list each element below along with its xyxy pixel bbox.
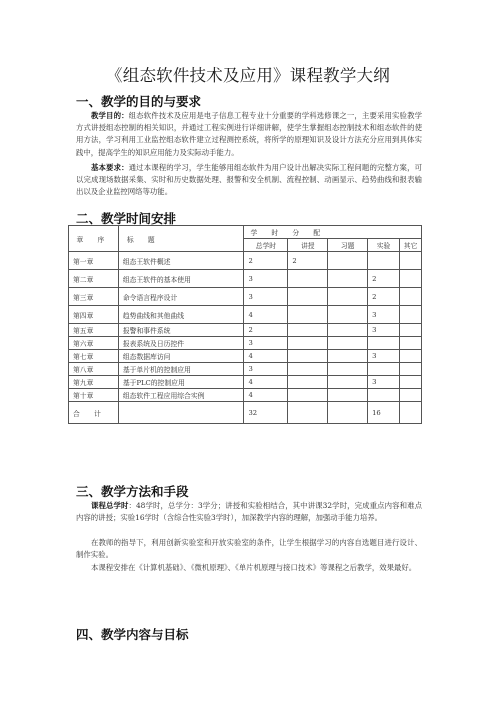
table-cell	[288, 288, 328, 306]
table-cell: 组态数据库访问	[118, 350, 244, 363]
table-cell	[328, 363, 368, 376]
section-heading-goals: 一、教学的目的与要求	[76, 94, 202, 109]
header-lab: 实验	[368, 239, 400, 252]
table-cell: 第四章	[69, 306, 119, 324]
header-total: 总学时	[244, 239, 288, 252]
table-cell	[328, 306, 368, 324]
goal-label: 教学目的：	[91, 111, 129, 120]
table-cell	[368, 252, 400, 270]
table-cell: 第九章	[69, 376, 119, 389]
table-cell: 2	[244, 324, 288, 337]
table-cell	[328, 376, 368, 389]
table-cell: 命令语言程序设计	[118, 288, 244, 306]
table-total-row	[69, 402, 422, 424]
table-cell: 基于单片机的控制应用	[118, 363, 244, 376]
table-row	[69, 306, 422, 324]
header-lecture: 讲授	[288, 239, 328, 252]
table-cell	[288, 306, 328, 324]
header-hours-group: 学 时 分 配	[244, 226, 422, 239]
header-exercise: 习题	[328, 239, 368, 252]
table-cell	[400, 337, 422, 350]
table-cell: 3	[368, 324, 400, 337]
table-cell	[328, 389, 368, 402]
table-cell: 2	[288, 252, 328, 270]
table-cell: 第一章	[69, 252, 119, 270]
table-cell: 4	[244, 389, 288, 402]
table-cell	[288, 324, 328, 337]
table-cell: 4	[244, 306, 288, 324]
table-cell: 4	[244, 350, 288, 363]
table-cell	[400, 376, 422, 389]
table-cell	[368, 389, 400, 402]
table-cell: 第六章	[69, 337, 119, 350]
table-cell	[288, 337, 328, 350]
table-cell	[328, 350, 368, 363]
requirement-paragraph	[76, 162, 422, 199]
table-row	[69, 270, 422, 288]
section-heading-methods: 三、教学方法和手段	[76, 484, 189, 499]
table-cell: 第五章	[69, 324, 119, 337]
section-heading-content: 四、教学内容与目标	[76, 627, 189, 642]
table-cell	[400, 363, 422, 376]
table-cell	[288, 363, 328, 376]
table-cell	[288, 270, 328, 288]
table-cell: 第二章	[69, 270, 119, 288]
total-label: 合 计	[69, 402, 119, 424]
table-row	[69, 288, 422, 306]
goal-text: 组态软件技术及应用是电子信息工程专业十分重要的学科选修课之一，主要采用实验教学方式讲授组态控制的相关知识，并通过工程实例进行详细讲解，使学生掌握组态控制技术和组态软件的使用方法，学习利用工业监控组态软件建立过程测控系统，将所学的原理知识及设计方法充分应用到具体实践中，提高学生的知识应用能力及实际动手能力。	[76, 111, 422, 157]
table-cell	[328, 288, 368, 306]
table-cell: 基于PLC的控制应用	[118, 376, 244, 389]
hours-paragraph	[76, 500, 422, 524]
table-cell: 第十章	[69, 389, 119, 402]
table-cell	[288, 350, 328, 363]
table-cell: 报表系统及日历控件	[118, 337, 244, 350]
table-cell	[288, 402, 328, 424]
table-cell	[328, 252, 368, 270]
table-cell	[400, 252, 422, 270]
table-cell: 2	[368, 270, 400, 288]
table-cell	[400, 350, 422, 363]
table-cell	[400, 389, 422, 402]
table-cell	[328, 270, 368, 288]
sequence-paragraph: 本课程安排在《计算机基础》、《微机原理》、《单片机原理与接口技术》等课程之后教学，效果最好。	[91, 563, 417, 572]
table-row	[69, 337, 422, 350]
page-title: 《组态软件技术及应用》课程教学大纲	[106, 66, 390, 85]
schedule-table	[68, 225, 422, 424]
table-row	[69, 363, 422, 376]
table-cell: 趋势曲线和其他曲线	[118, 306, 244, 324]
table-cell: 组态王软件概述	[118, 252, 244, 270]
table-row	[69, 376, 422, 389]
table-row	[69, 324, 422, 337]
table-cell: 组态软件工程应用综合实例	[118, 389, 244, 402]
header-other: 其它	[400, 239, 422, 252]
table-cell	[288, 376, 328, 389]
table-cell	[328, 337, 368, 350]
table-row	[69, 350, 422, 363]
total-hours: 32	[244, 402, 288, 424]
table-cell: 3	[244, 288, 288, 306]
table-cell: 3	[244, 363, 288, 376]
table-cell	[400, 324, 422, 337]
header-chapter: 章 序	[69, 226, 119, 252]
table-cell: 3	[368, 376, 400, 389]
table-cell: 报警和事件系统	[118, 324, 244, 337]
total-lab-hours: 16	[368, 402, 400, 424]
hours-text: ：48学时，总学分：3学分；讲授和实验相结合，其中讲课32学时，完成重点内容和难点内容的讲授；实验16学时（含综合性实验3学时），加深教学内容的理解，加强动手能力培养。	[76, 501, 422, 523]
table-cell	[328, 402, 368, 424]
table-cell: 第七章	[69, 350, 119, 363]
lab-paragraph: 在教师的指导下，利用创新实验室和开放实验室的条件，让学生根据学习的内容自选题目进行设计、制作实验。	[76, 538, 422, 560]
section-heading-schedule: 二、教学时间安排	[76, 211, 177, 226]
table-cell: 组态王软件的基本使用	[118, 270, 244, 288]
table-cell	[368, 337, 400, 350]
table-row	[69, 252, 422, 270]
table-cell	[368, 363, 400, 376]
table-cell	[400, 288, 422, 306]
requirement-text: 通过本课程的学习，学生能够用组态软件为用户设计出解决实际工程问题的完整方案，可以完成现场数据采集、实时和历史数据处理、报警和安全机制、流程控制、动画显示、趋势曲线和报表输出以及企业监控网络等功能。	[76, 163, 422, 197]
hours-label: 课程总学时	[91, 501, 129, 510]
table-cell	[118, 402, 244, 424]
table-cell: 第八章	[69, 363, 119, 376]
table-cell: 3	[368, 350, 400, 363]
table-cell	[328, 324, 368, 337]
table-cell	[400, 306, 422, 324]
requirement-label: 基本要求：	[91, 163, 129, 172]
table-cell	[400, 270, 422, 288]
header-title: 标 题	[118, 226, 244, 252]
table-cell: 3	[244, 337, 288, 350]
table-cell: 3	[368, 306, 400, 324]
goal-paragraph	[76, 110, 422, 159]
table-row	[69, 389, 422, 402]
table-cell	[288, 389, 328, 402]
table-cell: 4	[244, 376, 288, 389]
table-cell: 3	[244, 270, 288, 288]
table-cell: 2	[368, 288, 400, 306]
table-cell: 第三章	[69, 288, 119, 306]
table-cell	[400, 402, 422, 424]
table-cell: 2	[244, 252, 288, 270]
